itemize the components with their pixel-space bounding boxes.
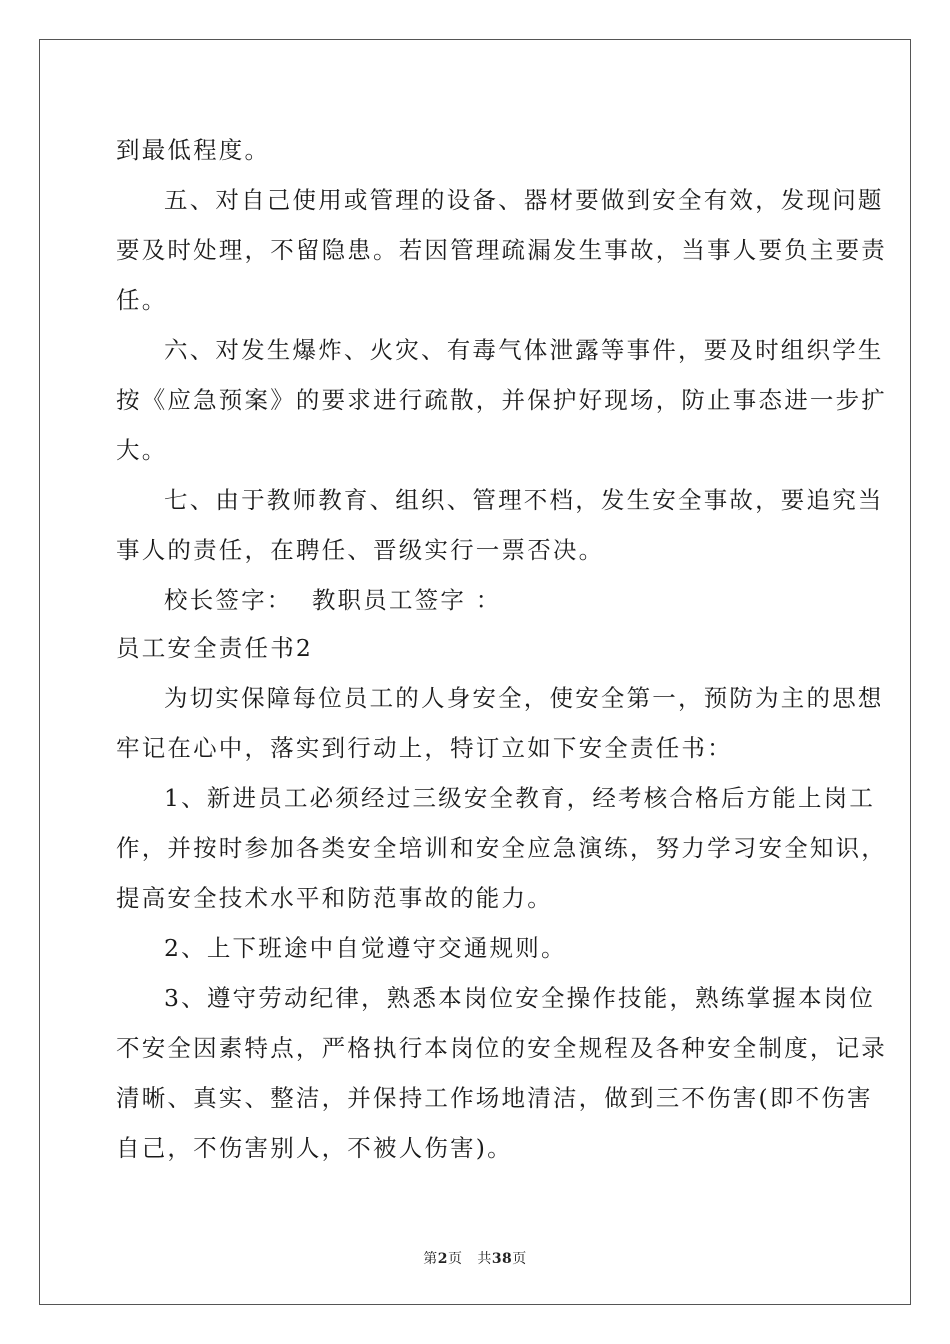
text-line: 六、对发生爆炸、火灾、有毒气体泄露等事件，要及时组织学生 xyxy=(164,336,884,364)
text-line: 3、遵守劳动纪律，熟悉本岗位安全操作技能，熟练掌握本岗位 xyxy=(164,984,876,1012)
page-footer xyxy=(0,1248,950,1268)
total-prefix: 共 xyxy=(477,1251,492,1267)
text-line: 为切实保障每位员工的人身安全，使安全第一，预防为主的思想 xyxy=(164,684,884,712)
text-line: 提高安全技术水平和防范事故的能力。 xyxy=(116,884,553,912)
text-line: 大。 xyxy=(116,436,168,464)
text-line: 清晰、真实、整洁，并保持工作场地清洁，做到三不伤害(即不伤害 xyxy=(116,1084,873,1112)
signature-line: 校长签字： 教职员工签字 ： xyxy=(164,586,502,614)
page-prefix: 第 xyxy=(423,1251,438,1267)
page-unit: 页 xyxy=(447,1251,463,1267)
text-line: 1、新进员工必须经过三级安全教育，经考核合格后方能上岗工 xyxy=(164,784,876,812)
text-line: 五、对自己使用或管理的设备、器材要做到安全有效，发现问题 xyxy=(164,186,884,214)
page-border xyxy=(39,39,911,1305)
text-line: 2、上下班途中自觉遵守交通规则。 xyxy=(164,934,567,962)
text-line: 要及时处理，不留隐患。若因管理疏漏发生事故，当事人要负主要责 xyxy=(116,236,887,264)
text-line: 事人的责任，在聘任、晋级实行一票否决。 xyxy=(116,536,605,564)
text-line: 牢记在心中，落实到行动上，特订立如下安全责任书： xyxy=(116,734,733,762)
page-current: 2 xyxy=(437,1251,448,1267)
text-line: 七、由于教师教育、组织、管理不档，发生安全事故，要追究当 xyxy=(164,486,884,514)
text-line: 自己，不伤害别人，不被人伤害)。 xyxy=(116,1134,513,1162)
total-unit: 页 xyxy=(512,1251,527,1267)
text-line: 到最低程度。 xyxy=(116,136,271,164)
text-line: 任。 xyxy=(116,286,168,314)
text-line: 不安全因素特点，严格执行本岗位的安全规程及各种安全制度，记录 xyxy=(116,1034,887,1062)
text-line: 按《应急预案》的要求进行疏散，并保护好现场，防止事态进一步扩 xyxy=(116,386,887,414)
text-line: 作，并按时参加各类安全培训和安全应急演练，努力学习安全知识， xyxy=(116,834,887,862)
section-title: 员工安全责任书2 xyxy=(116,634,314,662)
page-total: 38 xyxy=(491,1251,513,1267)
